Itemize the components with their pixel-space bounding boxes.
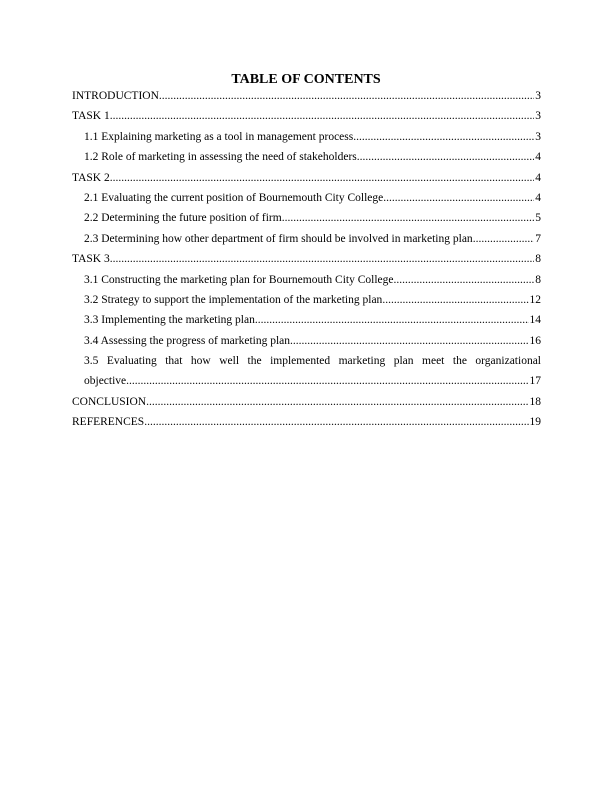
toc-entry-task-2[interactable] <box>72 170 541 190</box>
toc-entry-2-2[interactable] <box>72 210 541 230</box>
toc-page-number: 8 <box>535 273 541 286</box>
toc-page-number: 19 <box>529 416 541 429</box>
toc-entry-label: TASK 2 <box>72 171 110 184</box>
toc-entry-2-3[interactable] <box>72 231 541 251</box>
toc-entry-label: TASK 3 <box>72 253 110 266</box>
dot-leader <box>394 272 535 288</box>
toc-entry-3-2[interactable] <box>72 292 541 312</box>
toc-entry-label: 3.4 Assessing the progress of marketing plan <box>84 334 291 347</box>
toc-entry-label: 2.2 Determining the future position of firm <box>84 212 282 225</box>
dot-leader <box>357 149 535 165</box>
toc-entry-3-5[interactable] <box>72 353 541 394</box>
toc-entry-label: 1.1 Explaining marketing as a tool in management process <box>84 130 354 143</box>
toc-page-number: 4 <box>535 191 541 204</box>
toc-page-number: 17 <box>529 375 541 388</box>
dot-leader <box>110 108 535 124</box>
toc-entry-label: 3.1 Constructing the marketing plan for Bournemouth City College <box>84 273 394 286</box>
toc-entry-3-3[interactable] <box>72 312 541 332</box>
toc-entry-line2 <box>84 373 541 393</box>
toc-entry-label: 2.3 Determining how other department of firm should be involved in marketing plan <box>84 232 473 245</box>
toc-entry-1-2[interactable] <box>72 149 541 169</box>
toc-page-number: 4 <box>535 151 541 164</box>
toc-page-number: 3 <box>535 110 541 123</box>
toc-entry-conclusion[interactable] <box>72 394 541 414</box>
toc-entry-label-line1: 3.5 Evaluating that how well the implemented marketing plan meet the organizational <box>84 355 541 368</box>
toc-entry-task-3[interactable] <box>72 251 541 271</box>
toc-entry-label: REFERENCES <box>72 416 145 429</box>
table-of-contents <box>72 88 541 435</box>
toc-page-number: 18 <box>529 395 541 408</box>
toc-page-number: 3 <box>535 130 541 143</box>
toc-page-number: 16 <box>529 334 541 347</box>
dot-leader <box>110 251 535 267</box>
toc-page-number: 8 <box>535 253 541 266</box>
toc-page-number: 7 <box>535 232 541 245</box>
toc-entry-label-line2: objective <box>84 375 127 388</box>
toc-entry-3-4[interactable] <box>72 333 541 353</box>
dot-leader <box>255 312 529 328</box>
toc-entry-3-1[interactable] <box>72 272 541 292</box>
toc-entry-label: 3.3 Implementing the marketing plan <box>84 314 255 327</box>
toc-page-number: 5 <box>535 212 541 225</box>
dot-leader <box>290 333 528 349</box>
dot-leader <box>144 414 528 430</box>
toc-entry-label: TASK 1 <box>72 110 110 123</box>
toc-entry-label: 3.2 Strategy to support the implementation of the marketing plan <box>84 293 383 306</box>
toc-entry-label: 1.2 Role of marketing in assessing the need of stakeholders <box>84 151 357 164</box>
toc-entry-label: CONCLUSION <box>72 395 147 408</box>
dot-leader <box>383 190 534 206</box>
toc-page-number: 12 <box>529 293 541 306</box>
dot-leader <box>382 292 528 308</box>
toc-title: TABLE OF CONTENTS <box>231 72 381 87</box>
dot-leader <box>282 210 535 226</box>
dot-leader <box>473 231 535 247</box>
dot-leader <box>110 170 535 186</box>
dot-leader <box>353 129 534 145</box>
dot-leader <box>159 88 534 104</box>
toc-entry-task-1[interactable] <box>72 108 541 128</box>
dot-leader <box>146 394 528 410</box>
toc-entry-introduction[interactable] <box>72 88 541 108</box>
toc-entry-2-1[interactable] <box>72 190 541 210</box>
toc-page-number: 14 <box>529 314 541 327</box>
toc-page-number: 4 <box>535 171 541 184</box>
toc-entry-references[interactable] <box>72 414 541 434</box>
toc-entry-1-1[interactable] <box>72 129 541 149</box>
toc-entry-label: 2.1 Evaluating the current position of Bournemouth City College <box>84 191 384 204</box>
dot-leader <box>126 373 528 389</box>
toc-page-number: 3 <box>535 90 541 102</box>
toc-entry-label: INTRODUCTION <box>72 90 159 102</box>
